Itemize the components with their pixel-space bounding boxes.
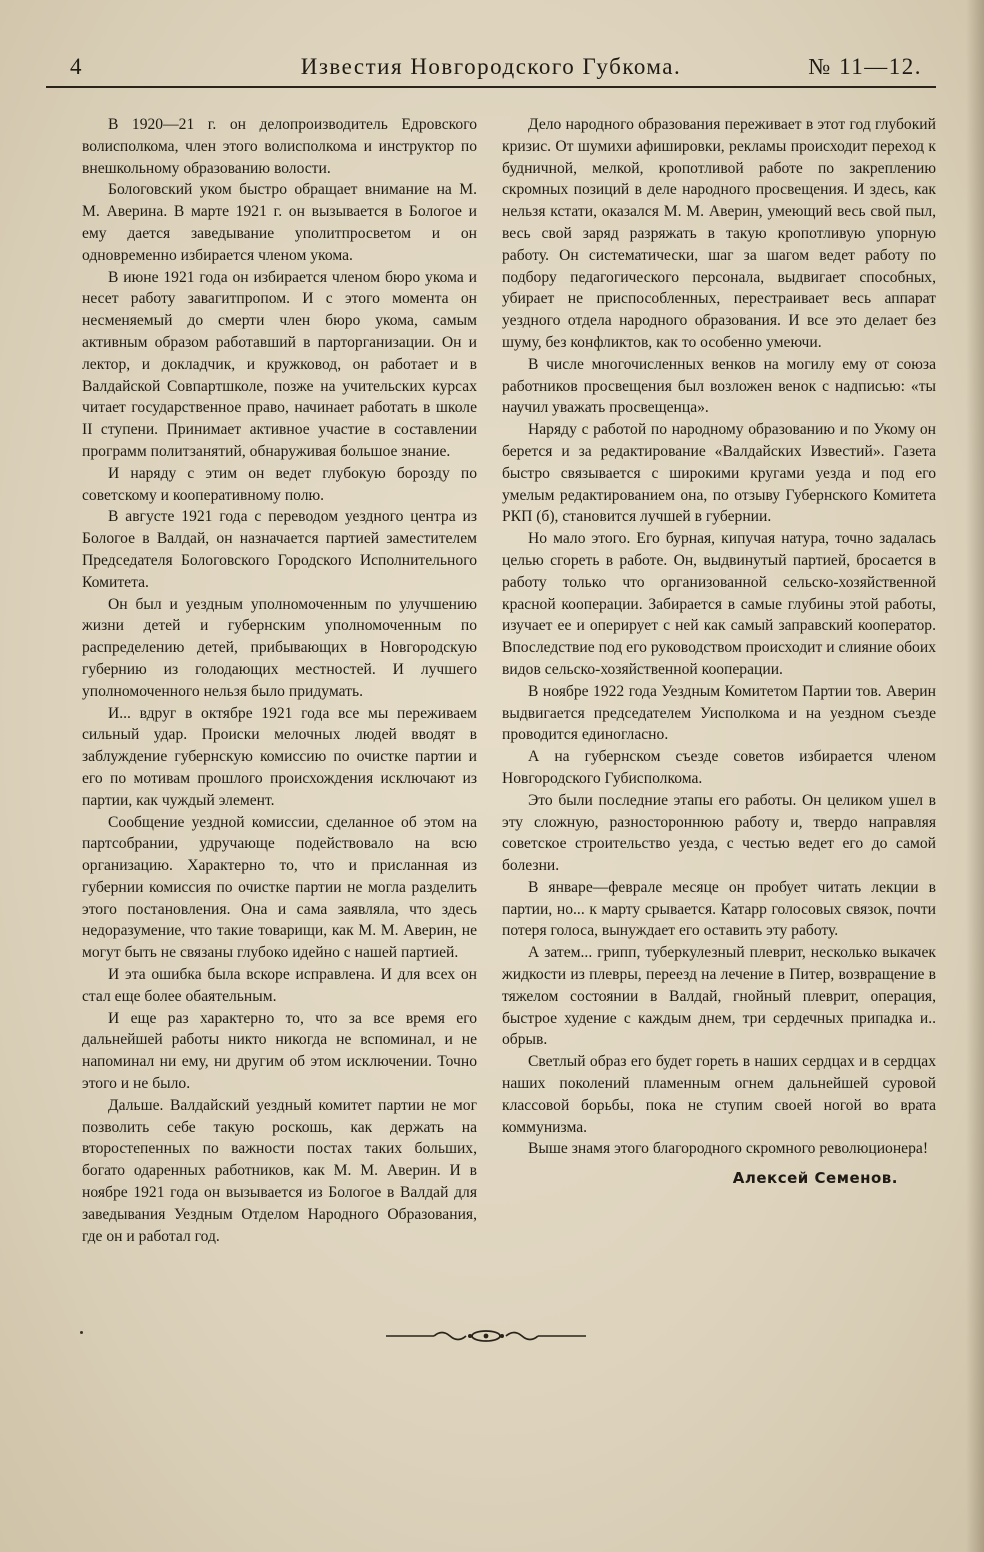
divider-ornament-icon xyxy=(386,1328,586,1344)
header-rule xyxy=(46,86,936,88)
paragraph: Светлый образ его будет гореть в наших сердцах и в сердцах наших поколений пламенным огнем дальнейшей суровой классовой борьбы, пока не ступим своей ногой во врата коммунизма. xyxy=(502,1053,936,1136)
author-signature: Алексей Семенов. xyxy=(732,1169,898,1188)
paragraph: И наряду с этим он ведет глубокую борозду по советскому и кооперативному полю. xyxy=(82,464,477,504)
paragraph: Дело народного образования переживает в этот год глубокий кризис. От шумихи афишировки, рекламы происходит переход к будничной, мелкой, кропотливой работе по закреплению скромных позиций в деле народного просвещения. И здесь, как нельзя кстати, оказался М. М. Аверин, умеющий весь свой пыл, весь свой заряд разряжать в такую кропотливую упорную работу. Он систематически, шаг за шагом ведет работу по подбору педагогического персонала, выдвигает способных, убирает не приспособленных, перестраивает весь аппарат уездного отдела народного образования. И все это делает без шуму, без конфликтов, как то особенно умеючи. xyxy=(502,116,936,351)
paragraph: И эта ошибка была вскоре исправлена. И для всех он стал еще более обаятельным. xyxy=(82,966,477,1005)
page-number: 4 xyxy=(70,54,83,79)
paragraph: А на губернском съезде советов избирается членом Новгородского Губисполкома. xyxy=(502,748,936,787)
paragraph: А затем... грипп, туберкулезный плеврит, несколько выкачек жидкости из плевры, переезд на лечение в Питер, возвращение в тяжелом состоянии в Валдай, гнойный плеврит, операция, быстрое худение с каждым днем, три сердечных припадка и.. обрыв. xyxy=(502,944,936,1049)
paragraph: Наряду с работой по народному образованию и по Укому он берется и за редактирование «Валдайских Известий». Газета быстро связывается с широкими кругами уезда и под его умелым редактированием она, по отзыву Губернского Комитета РКП (б), становится лучшей в губернии. xyxy=(502,421,936,526)
newspaper-title: Известия Новгородского Губкома. xyxy=(300,54,682,79)
paragraph: И... вдруг в октябре 1921 года все мы переживаем сильный удар. Происки мелочных людей вводят в заблуждение губернскую комиссию по очистке партии и его по мотивам прошлого происхождения исключают из партии, как чуждый элемент. xyxy=(82,704,477,809)
paragraph: Но мало этого. Его бурная, кипучая натура, точно задалась целью сгореть в работе. Он, выдвинутый партией, бросается в работу только что организованной сельско-хозяйственной красной кооперации. Забирается в самые глубины этой работы, изучает ее и оперирует с ней как самый заправский кооператор. Впоследствие под его руководством происходит и слияние обоих видов сельско-хозяйственной кооперации. xyxy=(502,530,936,678)
paragraph: В январе—феврале месяце он пробует читать лекции в партии, но... к марту срывается. Катарр голосовых связок, почти потеря голоса, вынуждает его оставить эту работу. xyxy=(502,878,936,940)
paragraph: В числе многочисленных венков на могилу ему от союза работников просвещения был возложен венок с надписью: «ты научил уважать просвещенца». xyxy=(502,355,936,417)
ink-speck xyxy=(80,1331,83,1334)
paragraph: Сообщение уездной комиссии, сделанное об этом на партсобрании, удручающе подействовало на всю организацию. Характерно то, что и присланная из губернии комиссия по очистке партии не могла разделить этого постановления. Она и сама заявляла, что здесь недоразумение, что такие товарищи, как М. М. Аверин, не могут быть не связаны глубоко идейно с нашей партией. xyxy=(82,813,477,962)
paragraph: Дальше. Валдайский уездный комитет партии не мог позволить себе такую роскошь, как держать на второстепенных по важности постах таких больших, богато одаренных работников, как М. М. Аверин. И в ноябре 1921 года он вызывается из Бологое в Валдай для заведывания Уездным Отделом Народного Образования, где он и работал год. xyxy=(82,1096,477,1245)
page-header xyxy=(46,52,936,82)
paragraph: В 1920—21 г. он делопроизводитель Едровского волисполкома, член этого волисполкома и инструктор по внешкольному образованию волости. xyxy=(82,116,477,177)
issue-number: № 11—12. xyxy=(808,54,922,79)
paragraph: Выше знамя этого благородного скромного революционера! xyxy=(528,1140,929,1158)
paragraph: В ноябре 1922 года Уездным Комитетом Партии тов. Аверин выдвигается председателем Уисполкома и на уездном съезде проводится единогласно. xyxy=(502,682,936,744)
paragraph: И еще раз характерно то, что за все время его дальнейшей работы никто никогда не вспоминал, и не напоминал ни ему, ни другим об этом исключении. Точно этого и не было. xyxy=(82,1009,477,1093)
page-edge-shadow xyxy=(966,0,984,1552)
right-column xyxy=(502,114,936,1190)
paragraph: Это были последние этапы его работы. Он целиком ушел в эту сложную, разностороннюю работу и, твердо направляя советское строительство уезда, с честью ведет его до самой болезни. xyxy=(502,791,936,875)
paragraph: В августе 1921 года с переводом уездного центра из Бологое в Валдай, он назначается партией заместителем Председателя Бологовского Городского Исполнительного Комитета. xyxy=(82,508,477,591)
paragraph: Он был и уездным уполномоченным по улучшению жизни детей и губернским уполномоченным по распределению детей, прибывающих в Новгородскую губернию из голодающих местностей. И лучшего уполномоченного нельзя было придумать. xyxy=(82,595,477,700)
paragraph: В июне 1921 года он избирается членом бюро укома и несет работу завагитпропом. И с этого момента он несменяемый до смерти член бюро укома, самым активным образом работавший в парторганизации. Он и лектор, и докладчик, и кружковод, он работает и в Валдайской Совпартшколе, позже на учительских курсах читает государственное право, начинает работать в школе II ступени. Принимает активное участие в составлении программ политзанятий, обнаруживая большое знание. xyxy=(82,268,477,460)
left-column xyxy=(82,114,477,1247)
paragraph: Бологовский уком быстро обращает внимание на М. М. Аверина. В марте 1921 г. он вызывается в Бологое и ему дается заведывание уполитпросветом и он одновременно избирается членом укома. xyxy=(82,181,477,264)
